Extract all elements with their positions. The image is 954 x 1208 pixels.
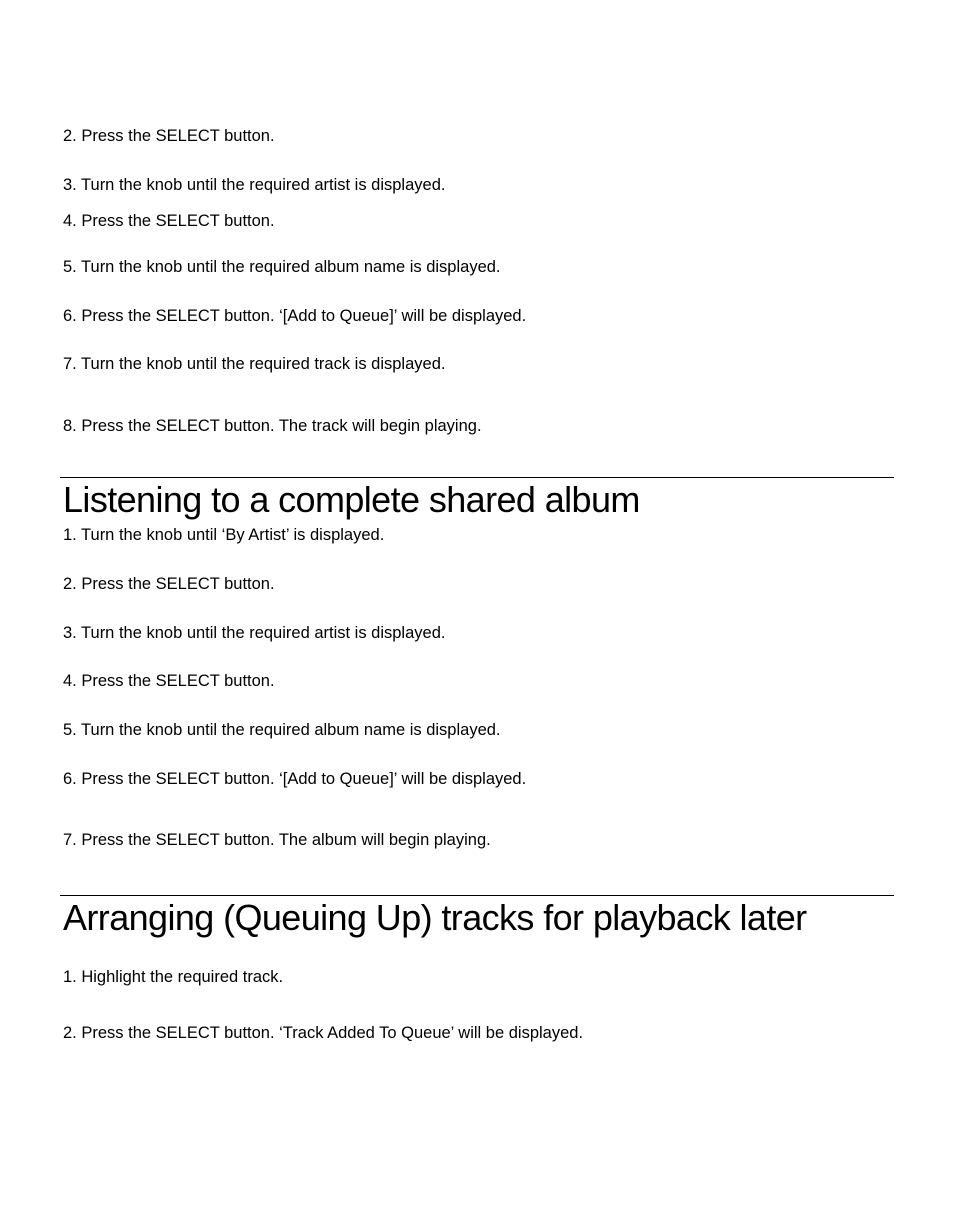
list-item: 6. Press the SELECT button. ‘[Add to Queue]’ will be displayed. — [63, 770, 527, 788]
list-item: 2. Press the SELECT button. — [63, 127, 275, 145]
list-item: 4. Press the SELECT button. — [63, 212, 275, 230]
list-item: 5. Turn the knob until the required album name is displayed. — [63, 721, 501, 739]
list-item: 3. Turn the knob until the required artist is displayed. — [63, 624, 446, 642]
list-item: 7. Turn the knob until the required track is displayed. — [63, 355, 446, 373]
list-item: 6. Press the SELECT button. ‘[Add to Queue]’ will be displayed. — [63, 307, 527, 325]
list-item: 8. Press the SELECT button. The track will begin playing. — [63, 417, 482, 435]
list-item: 7. Press the SELECT button. The album will begin playing. — [63, 831, 491, 849]
section-divider — [60, 477, 894, 478]
list-item: 3. Turn the knob until the required artist is displayed. — [63, 176, 446, 194]
list-item: 2. Press the SELECT button. ‘Track Added To Queue’ will be displayed. — [63, 1024, 584, 1042]
section-heading-queue: Arranging (Queuing Up) tracks for playback later — [63, 897, 807, 938]
list-item: 5. Turn the knob until the required album name is displayed. — [63, 258, 501, 276]
list-item: 2. Press the SELECT button. — [63, 575, 275, 593]
list-item: 4. Press the SELECT button. — [63, 672, 275, 690]
list-item: 1. Highlight the required track. — [63, 968, 284, 986]
section-heading-album: Listening to a complete shared album — [63, 479, 640, 520]
section-divider — [60, 895, 894, 896]
list-item: 1. Turn the knob until ‘By Artist’ is displayed. — [63, 526, 385, 544]
